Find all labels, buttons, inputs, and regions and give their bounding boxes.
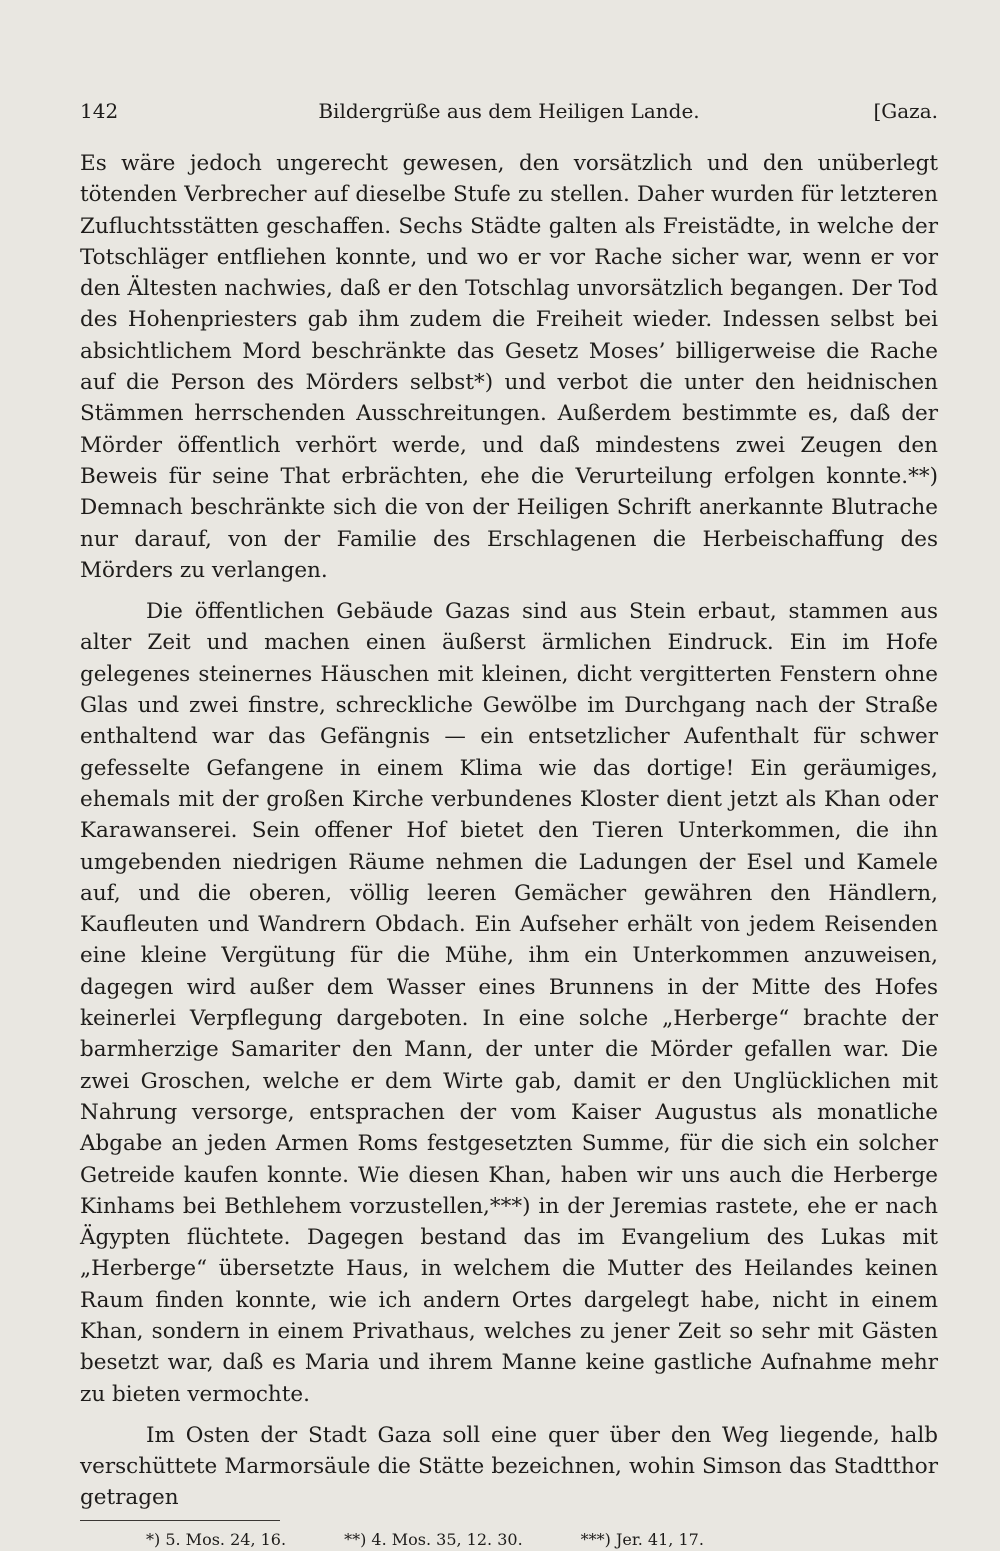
footnote-2: **) 4. Mos. 35, 12. 30. — [344, 1529, 523, 1549]
footnote-3: ***) Jer. 41, 17. — [580, 1529, 704, 1549]
footnote-1: *) 5. Mos. 24, 16. — [146, 1529, 287, 1549]
paragraph-blood-revenge: Es wäre jedoch ungerecht gewesen, den vorsätzlich und den unüberlegt tötenden Verbrecher auf dieselbe Stufe zu stellen. Daher wurden für letzteren Zufluchtsstätten geschaffen. Sechs Städte galten als Freistädte, in welche der Totschläger entfliehen konnte, und wo er vor Rache sicher war, wenn er vor den Ältesten nachwies, daß er den Totschlag unvorsätzlich begangen. Der Tod des Hohenpriesters gab ihm zudem die Freiheit wieder. Indessen selbst bei absichtlichem Mord beschränkte das Gesetz Moses’ billigerweise die Rache auf die Person des Mörders selbst*) und verbot die unter den heidnischen Stämmen herrschenden Ausschreitungen. Außerdem bestimmte es, daß der Mörder öffentlich verhört werde, und daß mindestens zwei Zeugen den Beweis für seine That erbrächten, ehe die Verurteilung erfolgen konnte.**) Demnach beschränkte sich die von der Heiligen Schrift anerkannte Blutrache nur darauf, von der Familie des Erschlagenen die Herbeischaffung des Mörders zu verlangen. — [80, 151, 938, 583]
paragraph-east-of-gaza: Im Osten der Stadt Gaza soll eine quer über den Weg liegende, halb verschüttete Marmorsäule die Stätte bezeichnen, wohin Simson das Stadtthor getragen — [80, 1422, 938, 1511]
footnotes — [80, 1529, 938, 1551]
footnote-rule — [80, 1520, 280, 1521]
paragraph-public-buildings: Die öffentlichen Gebäude Gazas sind aus Stein erbaut, stammen aus alter Zeit und machen einen äußerst ärmlichen Eindruck. Ein im Hofe gelegenes steinernes Häuschen mit kleinen, dicht vergitterten Fenstern ohne Glas und zwei finstre, schreckliche Gewölbe im Durchgang nach der Straße enthaltend war das Gefängnis — ein entsetzlicher Aufenthalt für schwer gefesselte Gefangene in einem Klima wie das dortige! Ein geräumiges, ehemals mit der großen Kirche verbundenes Kloster dient jetzt als Khan oder Karawanserei. Sein offener Hof bietet den Tieren Unterkommen, die ihn umgebenden niedrigen Räume nehmen die Ladungen der Esel und Kamele auf, und die oberen, völlig leeren Gemächer gewähren den Händlern, Kaufleuten und Wandrern Obdach. Ein Aufseher erhält von jedem Reisenden eine kleine Vergütung für die Mühe, ihm ein Unterkommen anzuweisen, dagegen wird außer dem Wasser eines Brunnens in der Mitte des Hofes keinerlei Verpflegung dargeboten. In eine solche „Herberge“ brachte der barmherzige Samariter den Mann, der unter die Mörder gefallen war. Die zwei Groschen, welche er dem Wirte gab, damit er den Unglücklichen mit Nahrung versorge, entsprachen der vom Kaiser Augustus als monatliche Abgabe an jeden Armen Roms festgesetzten Summe, für die sich ein solcher Getreide kaufen konnte. Wie diesen Khan, haben wir uns auch die Herberge Kinhams bei Bethlehem vorzustellen,***) in der Jeremias rastete, ehe er nach Ägypten flüchtete. Dagegen bestand das im Evangelium des Lukas mit „Herberge“ übersetzte Haus, in welchem die Mutter des Heilandes keinen Raum finden konnte, wie ich andern Ortes dargelegt habe, nicht in einem Khan, sondern in einem Privathaus, welches zu jener Zeit so sehr mit Gästen besetzt war, daß es Maria und ihrem Manne keine gastliche Aufnahme mehr zu bieten vermochte. — [80, 599, 938, 1407]
running-head — [80, 96, 938, 126]
page-number: 142 — [80, 99, 119, 123]
running-title: Bildergrüße aus dem Heiligen Lande. — [318, 99, 700, 123]
section-mark: [Gaza. — [873, 99, 938, 123]
body-text — [80, 148, 938, 1514]
